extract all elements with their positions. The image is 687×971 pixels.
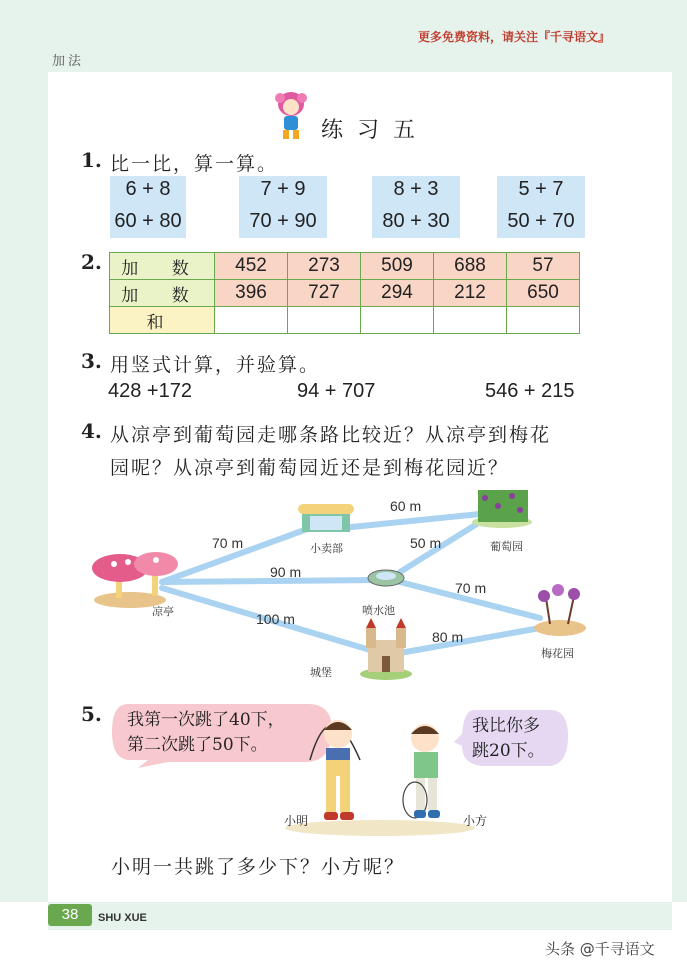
answer-cell	[507, 307, 580, 334]
question-3-number: 3.	[81, 349, 102, 373]
bubble-right-line-2: 跳20下。	[472, 741, 545, 761]
question-3-text: 用竖式计算，并验算。	[110, 354, 321, 376]
place-label-xiaomaibu: 小卖部	[310, 542, 343, 555]
table-cell: 57	[507, 253, 580, 280]
place-label-penshuichi: 喷水池	[362, 604, 395, 617]
sum-expr-large: 60 + 80	[114, 210, 182, 232]
row-label: 和	[110, 307, 215, 334]
table-cell: 650	[507, 280, 580, 307]
table-row	[110, 253, 580, 280]
sum-box-4	[497, 176, 585, 238]
distance-label: 90 m	[270, 564, 302, 580]
bubble-left-line-1: 我第一次跳了40下，	[127, 710, 285, 730]
place-label-meihuayuan: 梅花园	[541, 647, 574, 660]
route-map	[80, 478, 600, 688]
question-5-number: 5.	[81, 702, 102, 726]
answer-cell	[215, 307, 288, 334]
boy-xiaofang-icon	[403, 724, 440, 818]
sum-box-3	[372, 176, 460, 238]
vertical-calc-expr: 428 +172	[108, 380, 192, 402]
subject-label: SHU XUE	[98, 912, 147, 924]
path-liangting-penshuichi	[162, 580, 380, 582]
table-cell: 688	[434, 253, 507, 280]
question-1-number: 1.	[81, 148, 102, 172]
page-title: 练习五	[321, 118, 430, 143]
sum-expr-small: 5 + 7	[518, 178, 564, 200]
row-label: 加 数	[110, 280, 215, 307]
question-1-text: 比一比，算一算。	[110, 153, 279, 175]
kids-illustration	[280, 700, 480, 840]
sum-box-2	[239, 176, 327, 238]
bubble-left-line-2: 第二次跳了50下。	[127, 735, 268, 755]
answer-cell	[288, 307, 361, 334]
question-4-line-2: 园呢？从凉亭到葡萄园近还是到梅花园近？	[110, 457, 510, 479]
table-cell: 396	[215, 280, 288, 307]
question-4-line-1: 从凉亭到葡萄园走哪条路比较近？从凉亭到梅花	[110, 424, 552, 446]
vertical-calc-expr: 94 + 707	[297, 380, 376, 402]
sum-expr-small: 6 + 8	[125, 178, 171, 200]
sum-expr-large: 80 + 30	[382, 210, 450, 232]
question-2-number: 2.	[81, 250, 102, 274]
name-label-xiaofang: 小方	[463, 814, 488, 828]
distance-label: 70 m	[212, 535, 244, 551]
place-label-liangting: 凉亭	[152, 605, 174, 618]
table-row	[110, 307, 580, 334]
distance-label: 50 m	[410, 535, 442, 551]
section-label: 加法	[52, 54, 85, 69]
distance-label: 60 m	[390, 498, 422, 514]
question-4-number: 4.	[81, 419, 102, 443]
distance-label: 80 m	[432, 629, 464, 645]
fountain-icon	[368, 570, 404, 586]
plum-garden-icon	[534, 584, 586, 636]
answer-cell	[434, 307, 507, 334]
row-label: 加 数	[110, 253, 215, 280]
distance-label: 70 m	[455, 580, 487, 596]
place-label-chengbao: 城堡	[310, 666, 332, 679]
table-cell: 212	[434, 280, 507, 307]
table-cell: 509	[361, 253, 434, 280]
name-label-xiaoming: 小明	[284, 814, 309, 828]
place-label-putaoyuan: 葡萄园	[490, 540, 523, 553]
path-chengbao-meihuayuan	[400, 628, 540, 653]
kiosk-icon	[298, 504, 354, 532]
sum-expr-small: 7 + 9	[260, 178, 306, 200]
boy-xiaoming-icon	[310, 720, 360, 820]
page-number: 38	[48, 904, 92, 926]
path-xiaomaibu-putaoyuan	[342, 514, 480, 528]
table-cell: 273	[288, 253, 361, 280]
table-cell: 727	[288, 280, 361, 307]
table-cell: 294	[361, 280, 434, 307]
table-cell: 452	[215, 253, 288, 280]
sum-expr-large: 70 + 90	[249, 210, 317, 232]
sum-expr-small: 8 + 3	[393, 178, 439, 200]
watermark: 头条 @千寻语文	[545, 940, 655, 958]
sum-box-1	[110, 176, 186, 238]
answer-cell	[361, 307, 434, 334]
table-row	[110, 280, 580, 307]
addition-table	[109, 252, 580, 334]
page-frame-right	[672, 72, 687, 902]
vertical-calc-expr: 546 + 215	[485, 380, 575, 402]
vineyard-icon	[472, 490, 532, 528]
page-frame-left	[0, 72, 48, 902]
question-5-text: 小明一共跳了多少下？小方呢？	[111, 856, 406, 878]
distance-label: 100 m	[256, 611, 295, 627]
bubble-right-line-1: 我比你多	[472, 716, 540, 736]
mascot-girl-icon	[272, 90, 310, 142]
top-note: 更多免费资料，请关注『千寻语文』	[418, 30, 611, 44]
sum-expr-large: 50 + 70	[507, 210, 575, 232]
